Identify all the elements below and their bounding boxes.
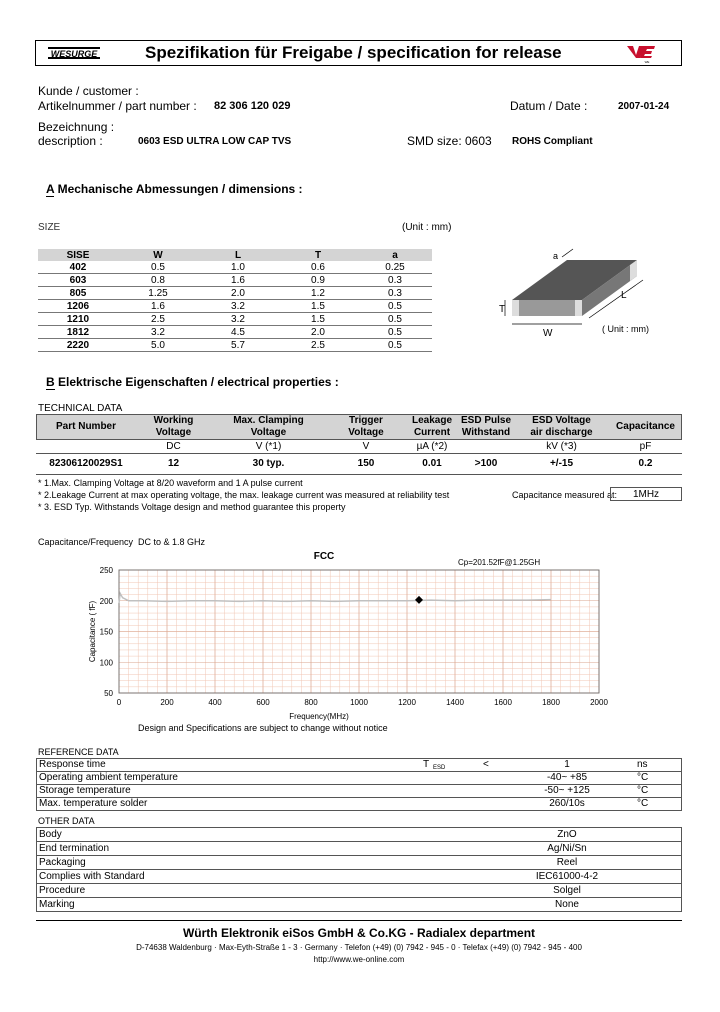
dim-cell: 5.0 [151, 339, 165, 351]
x-tick-label: 200 [160, 698, 174, 707]
dim-cell: 0.5 [388, 326, 402, 338]
dim-cell: 805 [69, 287, 87, 299]
tech-divider [36, 453, 682, 454]
reference-symbol-sub: ESD [433, 765, 446, 771]
reference-row [36, 797, 682, 811]
capacitance-frequency-chart [80, 545, 620, 740]
dim-cell: 1.2 [311, 287, 325, 299]
tech-header-cell: ESD Pulse Withstand [460, 415, 512, 438]
x-tick-label: 600 [256, 698, 270, 707]
dim-cell: 3.2 [151, 326, 165, 338]
reference-name: Operating ambient temperature [39, 772, 178, 783]
note-1: * 1.Max. Clamping Voltage at 8/20 waveform and 1 A pulse current [38, 478, 303, 488]
dim-row [38, 274, 432, 287]
other-name: Complies with Standard [39, 871, 145, 882]
other-row [36, 897, 682, 912]
dim-cell: 1210 [66, 313, 90, 325]
dim-header-cell: a [392, 249, 398, 261]
dim-cell: 1206 [66, 300, 90, 312]
dim-cell: 0.3 [388, 287, 402, 299]
other-name: End termination [39, 843, 110, 854]
dim-cell: 603 [69, 274, 87, 286]
diagram-t-label: T [499, 304, 506, 315]
tech-value-cell: 12 [167, 458, 180, 469]
x-tick-label: 400 [208, 698, 222, 707]
tech-value-cell: 82306120029S1 [49, 458, 123, 469]
other-row [36, 841, 682, 855]
tech-bottom-line [36, 474, 682, 475]
dim-row [38, 261, 432, 274]
x-tick-label: 1800 [542, 698, 560, 707]
x-tick-label: 1200 [398, 698, 416, 707]
dim-header-row [38, 249, 432, 261]
other-value: ZnO [557, 829, 577, 840]
other-value: IEC61000-4-2 [535, 871, 599, 882]
reference-label: REFERENCE DATA [38, 747, 119, 757]
we-brand-logo [625, 44, 669, 64]
diagram-w-label: W [543, 328, 553, 339]
tech-header-cell: ESD Voltage air discharge [530, 415, 593, 438]
section-a-letter: A [46, 182, 55, 196]
x-tick-label: 1400 [446, 698, 464, 707]
diagram-unit: ( Unit : mm) [602, 324, 649, 334]
customer-label: Kunde / customer : [38, 84, 139, 98]
dim-row [38, 300, 432, 313]
dim-cell: 402 [69, 261, 87, 273]
reference-name: Storage temperature [39, 785, 131, 796]
dim-cell: 0.8 [151, 274, 165, 286]
tech-value-cell: >100 [474, 458, 498, 469]
tech-unit-cell: kV (*3) [546, 441, 577, 452]
x-tick-label: 0 [116, 698, 122, 707]
chart-title: FCC [313, 551, 335, 562]
dim-cell: 0.6 [311, 261, 325, 273]
reference-row [36, 784, 682, 797]
chip-terminal-right [575, 300, 582, 316]
reference-value: 260/10s [549, 798, 585, 809]
note-3: * 3. ESD Typ. Withstands Voltage design and method guarantee this property [38, 502, 346, 512]
other-value: Ag/Ni/Sn [547, 843, 587, 854]
tech-table-header [36, 415, 682, 441]
reference-unit: °C [637, 785, 649, 796]
dim-header-cell: SISE [66, 249, 90, 261]
other-name: Packaging [39, 857, 86, 868]
reference-unit: °C [637, 798, 649, 809]
other-name: Marking [39, 899, 75, 910]
dim-header-cell: T [314, 249, 322, 261]
tech-unit-cell: V [362, 441, 370, 452]
other-name: Procedure [39, 885, 86, 896]
date-label: Datum / Date : [510, 99, 588, 113]
dim-cell: 0.3 [388, 274, 402, 286]
reference-unit: °C [637, 772, 649, 783]
dim-cell: 1.5 [311, 313, 325, 325]
tech-unit-cell: V (*1) [255, 441, 282, 452]
dim-cell: 0.5 [388, 339, 402, 351]
chart-footnote: Design and Specifications are subject to change without notice [138, 723, 388, 733]
other-row [36, 883, 682, 897]
other-value: Solgel [553, 885, 581, 896]
diagram-a-label: a [553, 251, 559, 261]
rohs-label: ROHS Compliant [512, 136, 593, 147]
tech-header-cell: Trigger Voltage [348, 415, 384, 438]
wesurge-logo: WESURGE [48, 47, 100, 59]
part-number: 82 306 120 029 [214, 100, 291, 112]
y-tick-label: 150 [99, 627, 113, 637]
dim-header-cell: W [153, 249, 163, 261]
dim-row [38, 313, 432, 326]
x-axis-label: Frequency(MHz) [289, 712, 349, 721]
chart-header-label: Capacitance/Frequency [38, 537, 134, 547]
technical-data-label: TECHNICAL DATA [38, 403, 123, 414]
tech-value-cell: 0.01 [422, 458, 442, 469]
dim-cell: 0.5 [388, 313, 402, 325]
section-a-heading [46, 182, 303, 196]
dim-cell: 1812 [66, 326, 90, 338]
brand-mark-text: WE [644, 60, 650, 64]
note-2: * 2.Leakage Current at max operating voltage, the max. leakage current was measured at reliability test [38, 490, 450, 500]
dim-cell: 2.5 [151, 313, 165, 325]
dim-cell: 3.2 [231, 313, 245, 325]
y-tick-label: 50 [104, 689, 113, 698]
x-tick-label: 1000 [350, 698, 368, 707]
reference-value: -40~ +85 [546, 772, 588, 783]
cap-measured-label: Capacitance measured at: [512, 490, 618, 500]
description-value: 0603 ESD ULTRA LOW CAP TVS [138, 136, 292, 147]
tech-value-cell: 0.2 [638, 458, 653, 469]
tech-unit-cell: pF [639, 441, 652, 452]
dim-header-cell: L [234, 249, 242, 261]
tech-unit-cell: DC [166, 441, 181, 452]
other-name: Body [39, 829, 62, 840]
tech-header-cell: Leakage Current [411, 415, 453, 438]
chip-terminal-left [512, 300, 519, 316]
section-b-letter: B [46, 375, 55, 389]
chip-dimension-diagram [487, 240, 687, 345]
smd-size: SMD size: 0603 [407, 134, 492, 148]
section-b-title: Elektrische Eigenschaften / electrical properties : [58, 375, 339, 389]
x-tick-label: 800 [304, 698, 318, 707]
other-row [36, 827, 682, 841]
reference-row [36, 758, 682, 771]
y-tick-label: 250 [99, 566, 113, 575]
x-tick-label: 1600 [494, 698, 512, 707]
tech-header-cell: Part Number [55, 421, 116, 432]
other-table [36, 827, 682, 912]
cap-measured-value: 1MHz [610, 487, 682, 501]
dim-row [38, 339, 432, 352]
y-axis-label: Capacitance ( fF) [88, 600, 97, 663]
dim-cell: 1.5 [311, 300, 325, 312]
dimensions-table [38, 249, 432, 352]
dim-cell: 4.5 [231, 326, 245, 338]
dim-cell: 2.5 [311, 339, 325, 351]
tech-value-cell: +/-15 [549, 458, 574, 469]
dim-cell: 1.0 [231, 261, 245, 273]
tech-value-cell: 150 [357, 458, 375, 469]
y-tick-label: 100 [99, 658, 113, 668]
other-value: Reel [556, 857, 578, 868]
tech-header-cell: Capacitance [616, 421, 675, 432]
dim-cell: 5.7 [231, 339, 245, 351]
footer-company: Würth Elektronik eiSos GmbH & Co.KG - Radialex department [182, 926, 536, 940]
tech-header-cell: Working Voltage [153, 415, 194, 438]
dim-cell: 2.0 [231, 287, 245, 299]
other-row [36, 869, 682, 883]
x-tick-label: 2000 [590, 698, 608, 707]
tech-table-row [36, 458, 682, 470]
reference-symbol: T [423, 759, 430, 770]
reference-value: -50~ +125 [544, 785, 590, 796]
reference-table [36, 758, 682, 811]
tech-table-units [36, 441, 682, 453]
dim-cell: 0.25 [385, 261, 405, 273]
bezeichnung-label: Bezeichnung : [38, 120, 115, 134]
other-row [36, 855, 682, 869]
dim-cell: 0.5 [151, 261, 165, 273]
chart-annotation: Cp=201.52fF@1.25GH [458, 558, 541, 567]
dim-cell: 1.25 [148, 287, 168, 299]
footer-url[interactable]: http://www.we-online.com [313, 955, 405, 964]
reference-name: Max. temperature solder [39, 798, 148, 809]
reference-operator: < [483, 759, 489, 770]
dim-cell: 3.2 [231, 300, 245, 312]
dim-cell: 0.9 [311, 274, 325, 286]
footer-rule [36, 920, 682, 921]
y-tick-label: 200 [99, 596, 113, 606]
reference-name: Response time [39, 759, 106, 770]
tech-value-cell: 30 typ. [252, 458, 285, 469]
dim-cell: 1.6 [231, 274, 245, 286]
description-label: description : [38, 134, 103, 148]
dim-cell: 0.5 [388, 300, 402, 312]
reference-value: 1 [564, 759, 570, 770]
other-value: None [555, 899, 579, 910]
page-title: Spezifikation für Freigabe / specification for release [145, 43, 562, 62]
tech-header-cell: Max. Clamping Voltage [233, 415, 304, 438]
date-value: 2007-01-24 [618, 101, 670, 112]
footer-address: D-74638 Waldenburg · Max-Eyth-Straße 1 - 3 · Germany · Telefon (+49) (0) 7942 - 945 - 0 · Telefax (+49) (0) 7942 - 945 - 400 [136, 943, 582, 952]
section-b-heading [46, 375, 339, 389]
unit-label: (Unit : mm) [402, 222, 452, 233]
tech-unit-cell: µA (*2) [416, 441, 448, 452]
part-label: Artikelnummer / part number : [38, 99, 197, 113]
dim-cell: 2220 [66, 339, 90, 351]
reference-unit: ns [637, 759, 648, 770]
reference-row [36, 771, 682, 784]
size-label: SIZE [38, 222, 61, 233]
dim-row [38, 326, 432, 339]
dim-cell: 2.0 [311, 326, 325, 338]
dim-row [38, 287, 432, 300]
diagram-l-label: L [621, 290, 627, 301]
chart-header-range: DC to & 1.8 GHz [138, 537, 206, 547]
chip-front [512, 300, 582, 316]
section-a-title: Mechanische Abmessungen / dimensions : [57, 182, 303, 196]
dim-cell: 1.6 [151, 300, 165, 312]
other-label: OTHER DATA [38, 816, 95, 826]
